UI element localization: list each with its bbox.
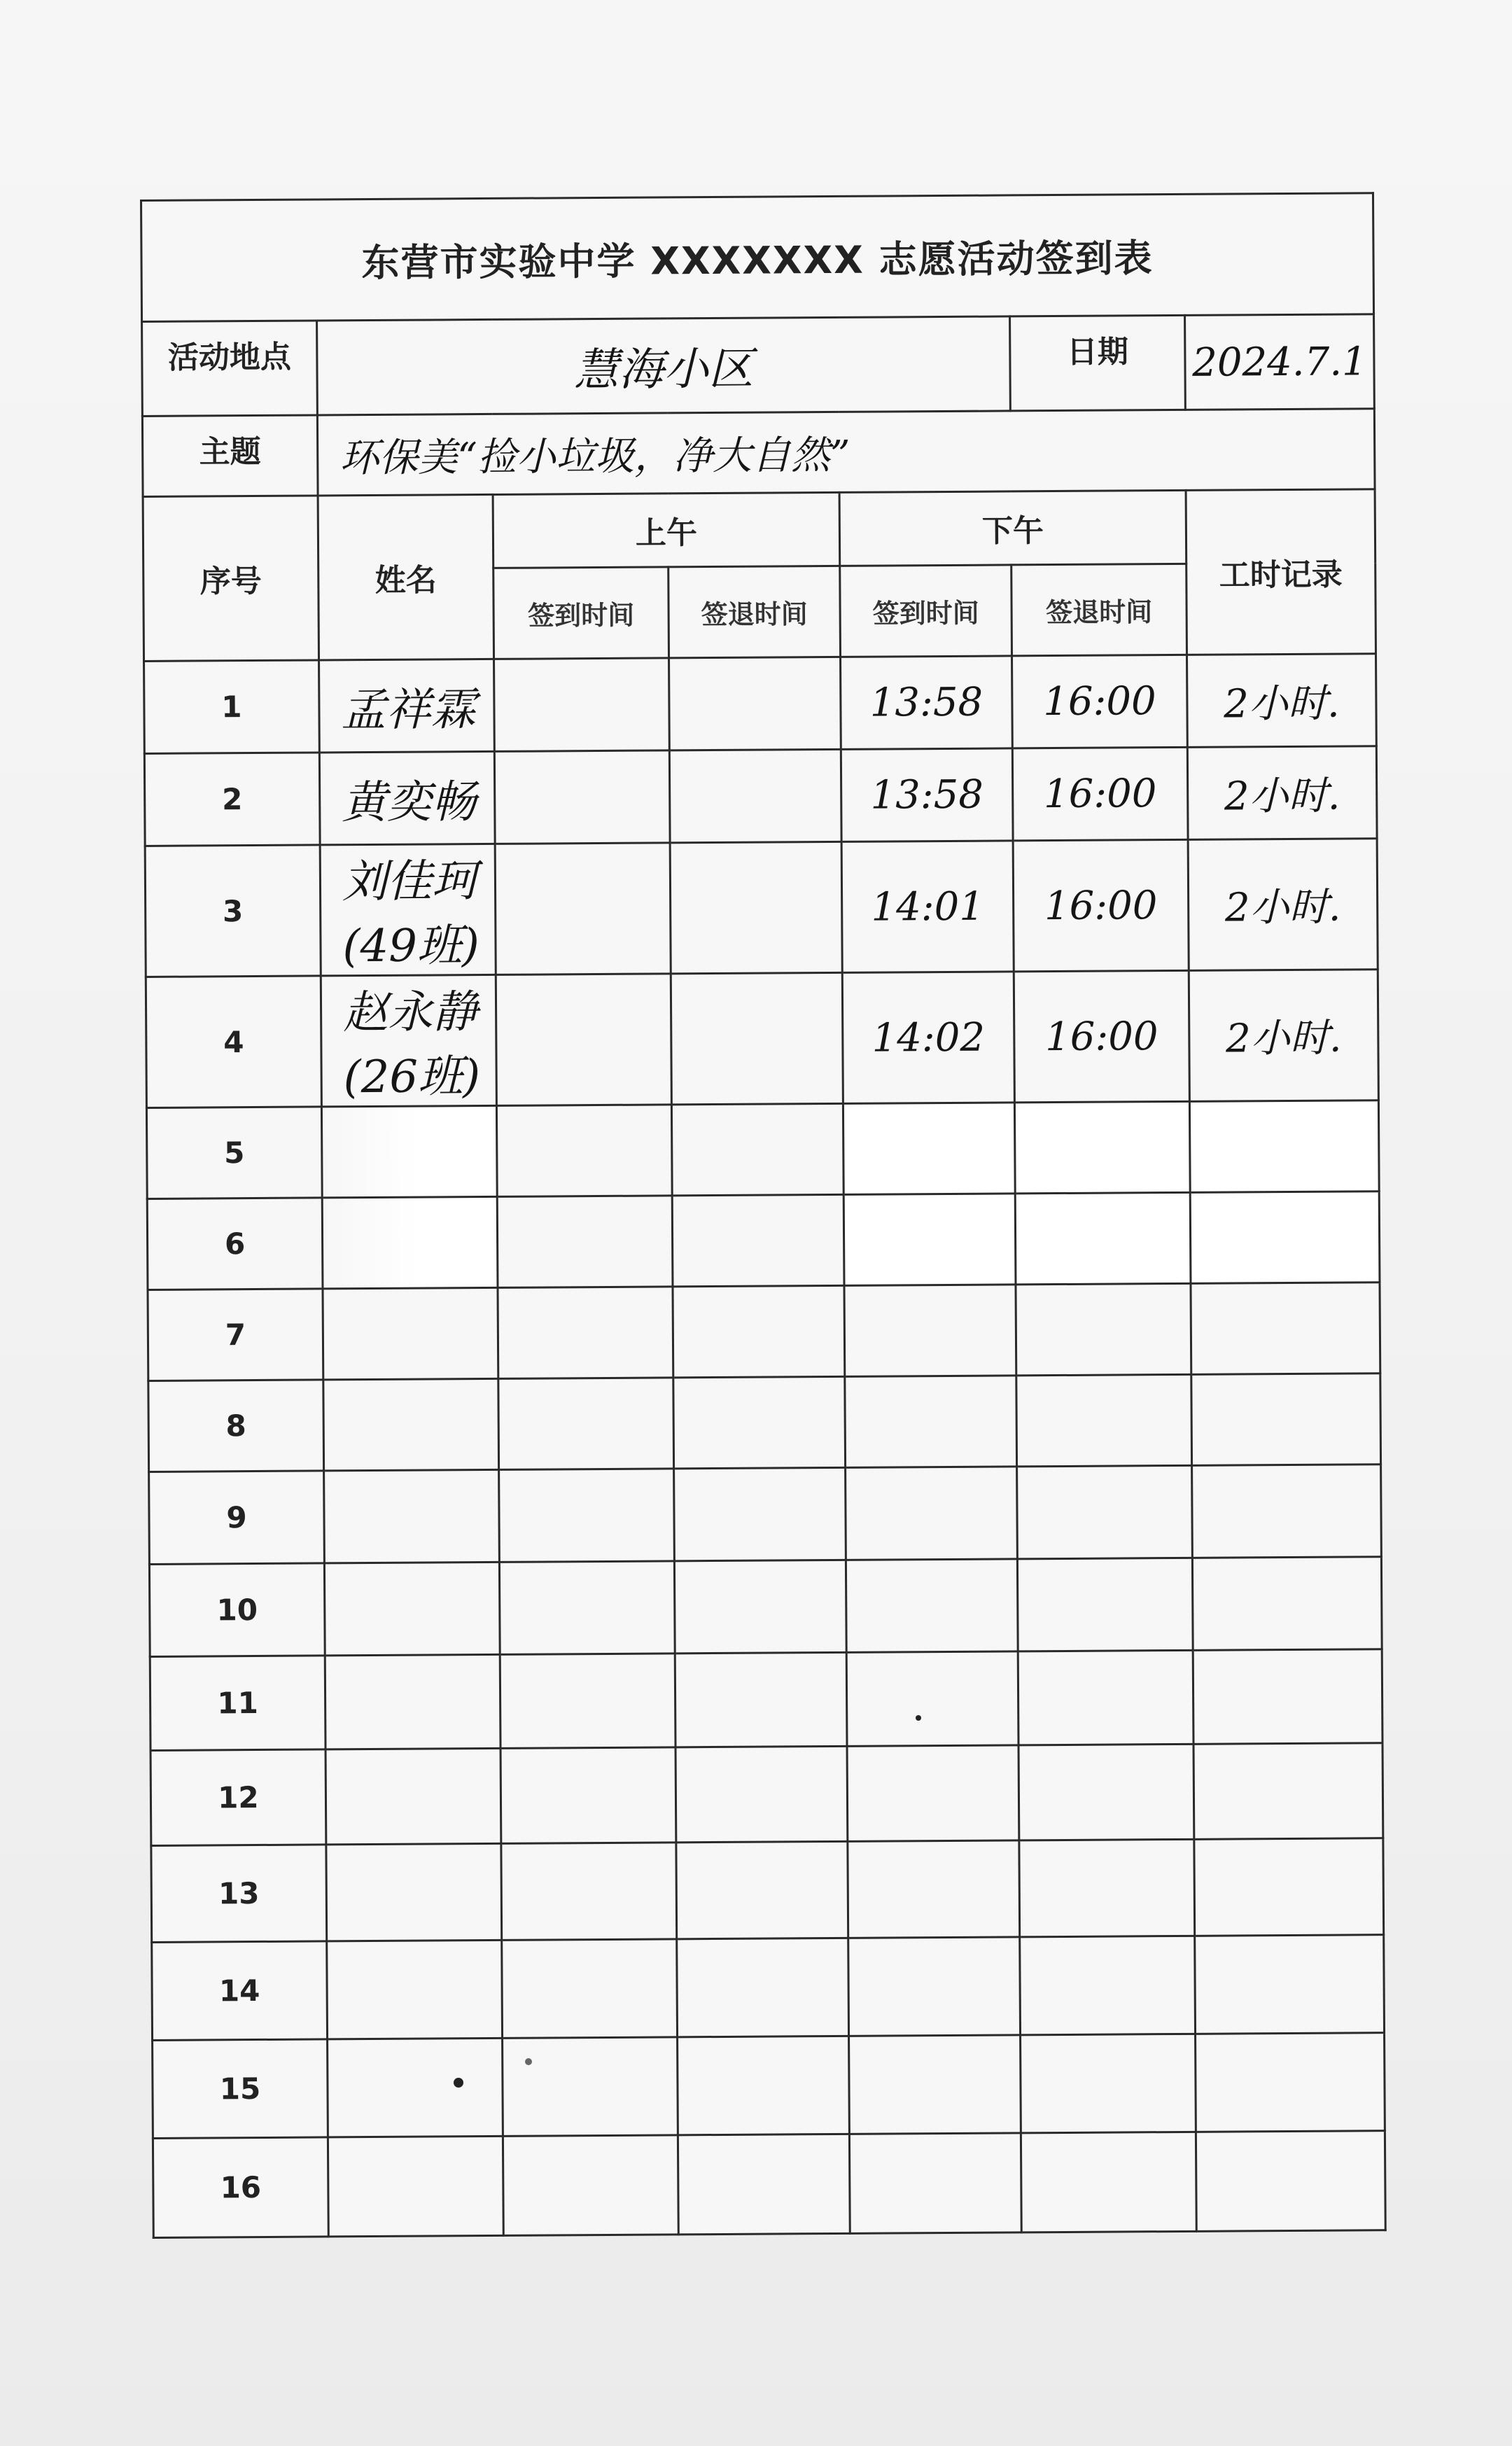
table-row bbox=[146, 970, 1378, 1108]
row-name: 赵永静(26班) bbox=[321, 974, 496, 1107]
row-am-sign-out bbox=[669, 657, 841, 750]
row-am-sign-in bbox=[500, 1747, 676, 1844]
row-pm-sign-out bbox=[1020, 1936, 1196, 2035]
row-name bbox=[324, 1469, 500, 1563]
row-name bbox=[324, 1562, 500, 1656]
row-hours bbox=[1191, 1374, 1381, 1466]
row-seq: 16 bbox=[153, 2137, 328, 2238]
row-hours bbox=[1191, 1283, 1380, 1375]
row-am-sign-in bbox=[501, 1843, 677, 1941]
row-pm-sign-out bbox=[1014, 1101, 1190, 1194]
row-seq: 1 bbox=[144, 660, 320, 754]
row-pm-sign-out bbox=[1021, 2132, 1196, 2232]
table-row bbox=[144, 654, 1377, 754]
row-pm-sign-out: 16:00 bbox=[1013, 839, 1189, 972]
row-pm-sign-out bbox=[1016, 1374, 1192, 1467]
row-hours bbox=[1196, 2033, 1385, 2132]
row-pm-sign-in bbox=[849, 2133, 1021, 2233]
ink-speck bbox=[454, 2078, 463, 2088]
header-pm-sign-in: 签到时间 bbox=[840, 565, 1012, 657]
row-pm-sign-out bbox=[1019, 1839, 1195, 1937]
row-pm-sign-in bbox=[849, 2035, 1021, 2134]
row-pm-sign-in bbox=[844, 1194, 1016, 1285]
row-hours bbox=[1193, 1649, 1382, 1745]
row-name bbox=[328, 2038, 503, 2137]
row-am-sign-out bbox=[671, 1103, 844, 1195]
row-am-sign-in bbox=[494, 750, 670, 844]
table-row bbox=[152, 1935, 1385, 2041]
row-pm-sign-in bbox=[844, 1285, 1016, 1376]
row-am-sign-out bbox=[671, 972, 843, 1104]
row-hours: 2小时. bbox=[1187, 746, 1377, 840]
header-afternoon: 下午 bbox=[839, 490, 1186, 566]
row-am-sign-in bbox=[498, 1287, 673, 1379]
row-name bbox=[323, 1378, 499, 1471]
row-am-sign-in bbox=[498, 1378, 674, 1470]
row-seq: 6 bbox=[147, 1198, 323, 1290]
row-pm-sign-in bbox=[843, 1103, 1015, 1194]
row-pm-sign-in: 14:02 bbox=[842, 972, 1014, 1103]
row-am-sign-in bbox=[496, 1105, 672, 1197]
row-pm-sign-in bbox=[845, 1376, 1017, 1467]
row-seq: 3 bbox=[145, 845, 321, 977]
table-row bbox=[150, 1649, 1382, 1751]
table-row bbox=[153, 2131, 1385, 2238]
row-hours bbox=[1189, 1100, 1379, 1193]
row-seq: 4 bbox=[146, 976, 321, 1108]
row-am-sign-in bbox=[503, 2135, 678, 2236]
table-row bbox=[150, 1743, 1383, 1846]
row-seq: 9 bbox=[149, 1471, 325, 1565]
row-hours bbox=[1192, 1465, 1382, 1558]
row-pm-sign-in bbox=[846, 1467, 1018, 1560]
row-am-sign-out bbox=[669, 749, 841, 842]
row-hours bbox=[1196, 2131, 1385, 2232]
row-am-sign-out bbox=[673, 1376, 846, 1468]
row-am-sign-in bbox=[499, 1561, 675, 1655]
header-morning: 上午 bbox=[493, 492, 840, 568]
row-name bbox=[328, 2136, 503, 2237]
row-hours bbox=[1194, 1743, 1383, 1840]
row-am-sign-in bbox=[502, 1939, 678, 2039]
row-am-sign-out bbox=[678, 2036, 850, 2134]
row-pm-sign-in: 13:58 bbox=[841, 656, 1013, 749]
row-am-sign-in bbox=[494, 658, 670, 752]
row-am-sign-in bbox=[500, 1654, 676, 1749]
location-label: 活动地点 bbox=[142, 321, 318, 417]
row-am-sign-out bbox=[675, 1652, 847, 1747]
header-seq: 序号 bbox=[143, 496, 318, 662]
table-row bbox=[148, 1283, 1380, 1381]
row-seq: 5 bbox=[146, 1107, 322, 1199]
row-name bbox=[322, 1196, 498, 1289]
row-seq: 10 bbox=[149, 1563, 325, 1657]
row-am-sign-out bbox=[672, 1194, 844, 1286]
table-row bbox=[148, 1374, 1381, 1472]
row-seq: 11 bbox=[150, 1656, 326, 1751]
table-row bbox=[146, 1100, 1379, 1199]
row-seq: 8 bbox=[148, 1380, 324, 1472]
theme-value: 环保美“捡小垃圾，净大自然” bbox=[317, 409, 1375, 496]
row-pm-sign-out bbox=[1021, 2034, 1196, 2133]
location-value: 慧海小区 bbox=[317, 316, 1011, 415]
row-pm-sign-out: 16:00 bbox=[1012, 655, 1188, 748]
row-am-sign-out bbox=[674, 1560, 846, 1653]
table-row bbox=[147, 1191, 1380, 1290]
row-pm-sign-in bbox=[846, 1559, 1018, 1652]
row-am-sign-out bbox=[677, 1938, 849, 2036]
row-seq: 15 bbox=[153, 2039, 328, 2139]
table-row bbox=[145, 839, 1378, 977]
date-value: 2024.7.1 bbox=[1185, 314, 1375, 410]
row-am-sign-in bbox=[496, 974, 671, 1106]
row-name: 孟祥霖 bbox=[319, 659, 495, 753]
row-pm-sign-in: 13:58 bbox=[841, 748, 1013, 841]
sign-in-sheet bbox=[140, 192, 1387, 2239]
table-row bbox=[149, 1465, 1382, 1565]
date-label: 日期 bbox=[1010, 315, 1186, 411]
row-name bbox=[321, 1105, 497, 1198]
ink-speck bbox=[525, 2058, 532, 2065]
header-name: 姓名 bbox=[318, 494, 493, 660]
row-pm-sign-in bbox=[848, 1937, 1021, 2036]
header-am-sign-out: 签退时间 bbox=[668, 566, 841, 657]
row-seq: 7 bbox=[148, 1289, 323, 1381]
row-name: 刘佳珂(49班) bbox=[320, 844, 496, 976]
row-pm-sign-out bbox=[1018, 1744, 1194, 1840]
row-pm-sign-out bbox=[1017, 1558, 1193, 1651]
table-row bbox=[153, 2033, 1385, 2139]
row-hours bbox=[1194, 1838, 1384, 1936]
table-row bbox=[144, 746, 1377, 846]
row-am-sign-out bbox=[678, 2134, 850, 2234]
row-pm-sign-out: 16:00 bbox=[1014, 970, 1189, 1103]
row-name bbox=[326, 1843, 502, 1941]
row-pm-sign-in: 14:01 bbox=[841, 841, 1014, 972]
row-seq: 2 bbox=[144, 753, 320, 846]
header-pm-sign-out: 签退时间 bbox=[1011, 564, 1187, 656]
row-am-sign-in bbox=[503, 2037, 678, 2137]
row-seq: 12 bbox=[150, 1749, 326, 1846]
row-name bbox=[326, 1748, 501, 1845]
row-name: 黄奕畅 bbox=[319, 751, 495, 845]
row-name bbox=[327, 1940, 503, 2039]
row-seq: 14 bbox=[152, 1941, 328, 2041]
row-pm-sign-out bbox=[1018, 1650, 1194, 1745]
row-hours bbox=[1192, 1557, 1382, 1651]
row-hours bbox=[1190, 1191, 1380, 1284]
theme-label: 主题 bbox=[142, 415, 318, 497]
row-hours bbox=[1195, 1935, 1385, 2034]
table-row bbox=[149, 1557, 1382, 1657]
table-row bbox=[151, 1838, 1384, 1943]
header-am-sign-in: 签到时间 bbox=[493, 567, 669, 659]
row-name bbox=[325, 1654, 500, 1749]
row-seq: 13 bbox=[151, 1845, 327, 1943]
header-hours: 工时记录 bbox=[1186, 489, 1376, 655]
row-am-sign-out bbox=[670, 841, 842, 973]
row-hours: 2小时. bbox=[1187, 654, 1377, 748]
row-am-sign-in bbox=[497, 1196, 673, 1288]
row-pm-sign-in bbox=[848, 1840, 1020, 1938]
ink-speck bbox=[916, 1715, 921, 1721]
row-am-sign-in bbox=[495, 843, 671, 975]
row-am-sign-out bbox=[674, 1467, 846, 1560]
row-pm-sign-out bbox=[1016, 1283, 1191, 1376]
row-pm-sign-in bbox=[846, 1651, 1018, 1746]
row-hours: 2小时. bbox=[1189, 970, 1378, 1102]
row-am-sign-out bbox=[676, 1841, 848, 1938]
row-am-sign-in bbox=[499, 1469, 675, 1563]
row-pm-sign-out bbox=[1015, 1192, 1191, 1285]
row-hours: 2小时. bbox=[1188, 839, 1378, 971]
row-pm-sign-in bbox=[847, 1745, 1019, 1841]
row-pm-sign-out bbox=[1017, 1465, 1193, 1559]
row-name bbox=[323, 1287, 498, 1380]
form-title: 东营市实验中学 XXXXXXX 志愿活动签到表 bbox=[141, 193, 1374, 322]
row-am-sign-out bbox=[676, 1746, 848, 1842]
row-am-sign-out bbox=[673, 1285, 845, 1377]
row-pm-sign-out: 16:00 bbox=[1012, 747, 1188, 841]
